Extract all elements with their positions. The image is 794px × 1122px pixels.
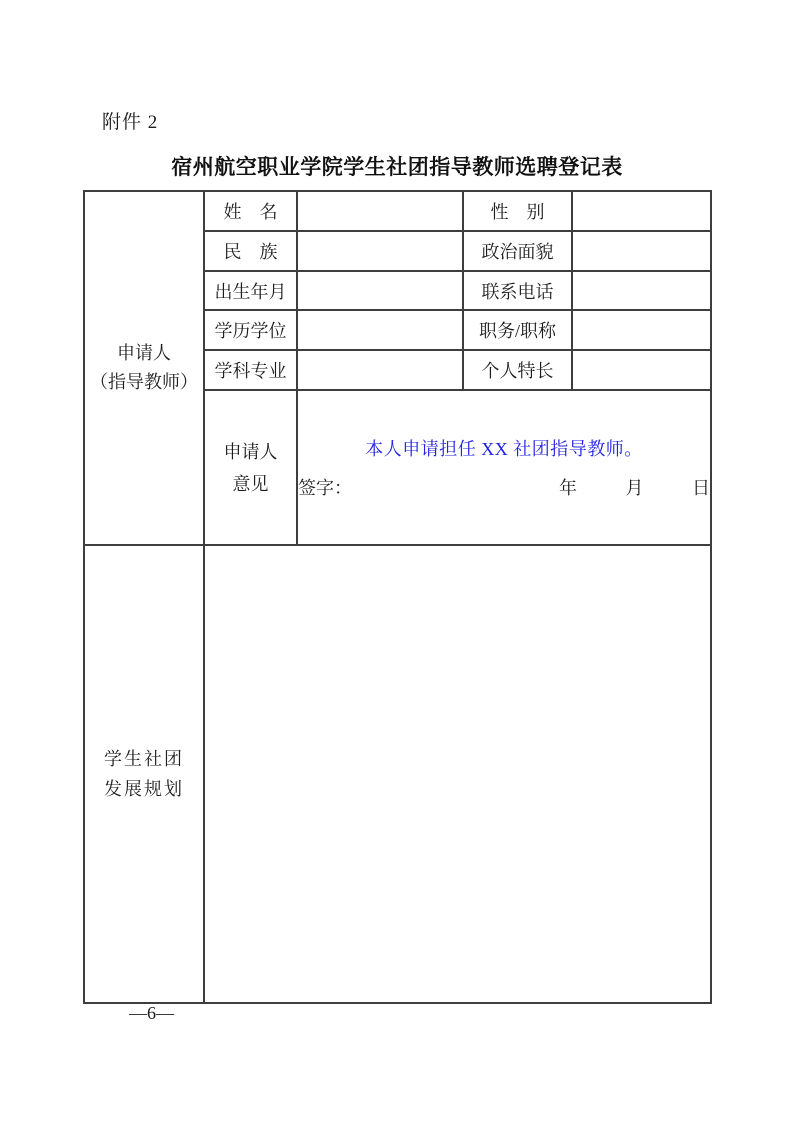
plan-label-line1: 学生社团 xyxy=(104,749,184,769)
date-labels xyxy=(559,474,710,500)
signature-label: 签字： xyxy=(298,478,352,498)
value-phone-cell[interactable] xyxy=(572,271,711,310)
month-label: 月 xyxy=(625,478,644,498)
label-education-degree: 学历学位 xyxy=(204,310,297,350)
label-ethnicity: 民 族 xyxy=(204,231,297,271)
page-title: 宿州航空职业学院学生社团指导教师选聘登记表 xyxy=(171,156,623,179)
label-name: 姓 名 xyxy=(204,191,297,231)
page-number: —6— xyxy=(129,1003,174,1023)
label-political-status: 政治面貌 xyxy=(463,231,572,271)
applicant-opinion-label-line2: 意见 xyxy=(232,473,269,494)
attachment-label: 附件 2 xyxy=(102,112,159,133)
value-major-cell[interactable] xyxy=(297,350,463,390)
opinion-statement: 本人申请担任 XX 社团指导教师。 xyxy=(365,439,643,459)
value-position-title-cell[interactable] xyxy=(572,310,711,350)
value-birth-date-cell[interactable] xyxy=(297,271,463,310)
label-major: 学科专业 xyxy=(204,350,297,390)
value-education-degree-cell[interactable] xyxy=(297,310,463,350)
label-position-title: 职务/职称 xyxy=(463,310,572,350)
table-row xyxy=(84,191,711,231)
registration-table xyxy=(83,190,712,1004)
year-label: 年 xyxy=(559,478,577,498)
plan-label xyxy=(84,545,204,1003)
value-gender-cell[interactable] xyxy=(572,191,711,231)
applicant-group-label xyxy=(84,191,204,545)
value-name-cell[interactable] xyxy=(297,191,463,231)
applicant-group-line1: 申请人 xyxy=(117,343,171,363)
label-birth-date: 出生年月 xyxy=(204,271,297,310)
applicant-opinion-cell[interactable] xyxy=(297,390,711,545)
plan-content-cell[interactable] xyxy=(204,545,711,1003)
value-specialty-cell[interactable] xyxy=(572,350,711,390)
label-phone: 联系电话 xyxy=(463,271,572,310)
value-ethnicity-cell[interactable] xyxy=(297,231,463,271)
value-political-status-cell[interactable] xyxy=(572,231,711,271)
applicant-group-line2: （指导教师） xyxy=(90,372,198,392)
table-row xyxy=(84,545,711,1003)
applicant-opinion-label xyxy=(204,390,297,545)
label-specialty: 个人特长 xyxy=(463,350,572,390)
applicant-opinion-label-line1: 申请人 xyxy=(223,441,278,462)
plan-label-line2: 发展规划 xyxy=(104,779,184,799)
label-gender: 性 别 xyxy=(463,191,572,231)
day-label: 日 xyxy=(692,478,710,498)
